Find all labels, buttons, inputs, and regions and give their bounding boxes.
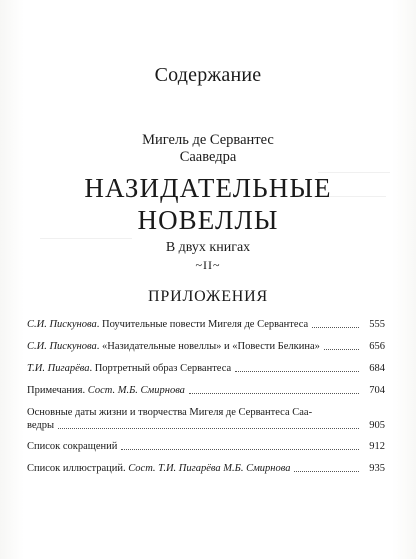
toc-entry-compiler: Сост. Т.И. Пигарёва М.Б. Смирнова — [128, 463, 291, 474]
toc-entry[interactable] — [27, 340, 385, 353]
toc-entry-text — [27, 462, 290, 475]
author-name — [0, 132, 416, 166]
dot-leader — [189, 393, 359, 394]
dot-leader — [324, 349, 359, 350]
contents-title: Содержание — [154, 64, 262, 86]
dot-leader — [121, 449, 359, 450]
toc-entry-page: 912 — [369, 441, 385, 452]
table-of-contents — [27, 318, 385, 484]
toc-entry-page: 555 — [369, 319, 385, 330]
toc-entry-title: Основные даты жизни и творчества Мигеля де Сервантеса Саа- — [27, 407, 313, 418]
toc-entry-author: С.И. Пискунова — [27, 319, 97, 330]
toc-entry-title: . Поучительные повести Мигеля де Сервантеса — [96, 319, 309, 330]
volume-number: ~II~ — [195, 258, 221, 272]
toc-entry-author: Т.И. Пигарёва — [27, 363, 90, 374]
dot-leader — [235, 371, 359, 372]
dot-leader — [58, 428, 359, 429]
toc-entry-title: Список сокращений — [27, 441, 118, 452]
toc-entry[interactable] — [27, 384, 385, 397]
toc-entry-title: . Портретный образ Сервантеса — [89, 363, 232, 374]
toc-entry-title: Список иллюстраций. — [27, 463, 129, 474]
toc-entry-title: . «Назидательные новеллы» и «Повести Белкина» — [96, 341, 320, 352]
book-title-line1: НАЗИДАТЕЛЬНЫЕ — [84, 173, 332, 203]
toc-entry-text — [27, 362, 231, 375]
author-name-line2: Сааведра — [179, 149, 237, 165]
book-title — [0, 172, 416, 236]
toc-entry-text — [27, 318, 308, 331]
toc-entry-page: 656 — [369, 341, 385, 352]
toc-entry-author: С.И. Пискунова — [27, 341, 97, 352]
toc-entry-text — [27, 384, 185, 397]
bleed-through-line — [40, 238, 132, 239]
appendix-heading: ПРИЛОЖЕНИЯ — [148, 288, 268, 305]
toc-entry-page: 935 — [369, 463, 385, 474]
toc-entry-page: 905 — [369, 420, 385, 431]
toc-entry-compiler: Сост. М.Б. Смирнова — [87, 385, 185, 396]
toc-entry[interactable] — [27, 362, 385, 375]
toc-entry-title-continuation: ведры — [27, 420, 55, 431]
toc-entry-title: Примечания. — [27, 385, 88, 396]
book-title-line2: НОВЕЛЛЫ — [137, 205, 279, 235]
toc-entry[interactable] — [27, 406, 385, 432]
author-name-line1: Мигель де Сервантес — [142, 132, 274, 148]
toc-entry[interactable] — [27, 318, 385, 331]
book-subtitle: В двух книгах — [165, 240, 251, 255]
dot-leader — [312, 327, 359, 328]
toc-entry[interactable] — [27, 440, 385, 453]
toc-entry-text — [27, 340, 320, 353]
toc-entry-page: 684 — [369, 363, 385, 374]
toc-entry-page: 704 — [369, 385, 385, 396]
dot-leader — [294, 471, 359, 472]
toc-entry[interactable] — [27, 462, 385, 475]
